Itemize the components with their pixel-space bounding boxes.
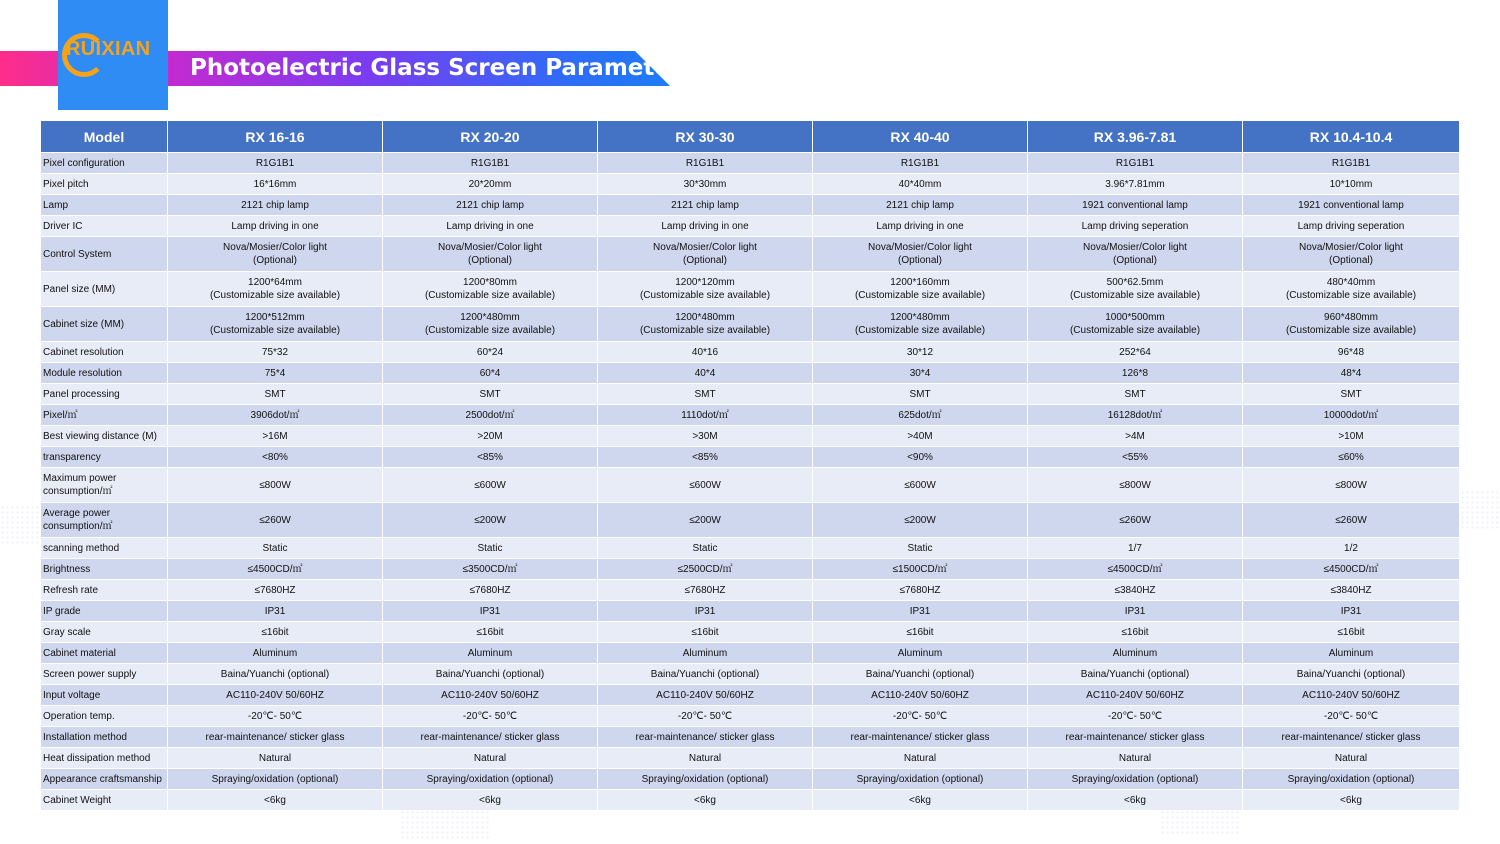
table-row — [41, 503, 1460, 538]
table-cell: ≤7680HZ — [383, 580, 598, 601]
cell-line: 480*40mm — [1326, 277, 1376, 288]
table-cell: ≤16bit — [598, 622, 813, 643]
table-cell: ≤260W — [168, 503, 383, 538]
cell-line: Average power — [43, 508, 111, 519]
table-row — [41, 174, 1460, 195]
table-cell: Natural — [1243, 748, 1460, 769]
table-cell: 48*4 — [1243, 363, 1460, 384]
table-cell: Baina/Yuanchi (optional) — [1243, 664, 1460, 685]
row-label — [41, 503, 168, 538]
table-cell: 75*32 — [168, 342, 383, 363]
cell-line: Nova/Mosier/Color light — [438, 242, 542, 253]
table-cell: ≤7680HZ — [598, 580, 813, 601]
table-cell: Natural — [168, 748, 383, 769]
table-cell — [383, 307, 598, 342]
table-row — [41, 237, 1460, 272]
row-label: Control System — [41, 237, 168, 272]
table-cell — [168, 237, 383, 272]
column-header-product: RX 30-30 — [598, 121, 813, 153]
table-cell: AC110-240V 50/60HZ — [168, 685, 383, 706]
cell-line: Nova/Mosier/Color light — [1299, 242, 1403, 253]
table-cell: <6kg — [168, 790, 383, 811]
table-cell: ≤260W — [1243, 503, 1460, 538]
table-cell — [168, 272, 383, 307]
cell-line: (Customizable size available) — [854, 325, 986, 336]
row-label: scanning method — [41, 538, 168, 559]
cell-line: (Customizable size available) — [424, 325, 556, 336]
row-label: Panel processing — [41, 384, 168, 405]
table-cell: -20℃- 50℃ — [1243, 706, 1460, 727]
cell-line: Nova/Mosier/Color light — [653, 242, 757, 253]
table-cell: <6kg — [598, 790, 813, 811]
table-cell: 10*10mm — [1243, 174, 1460, 195]
cell-line: consumption/㎡ — [43, 486, 113, 497]
table-cell — [1243, 307, 1460, 342]
table-cell: ≤16bit — [1028, 622, 1243, 643]
table-cell: rear-maintenance/ sticker glass — [1028, 727, 1243, 748]
table-cell: Baina/Yuanchi (optional) — [383, 664, 598, 685]
table-cell: SMT — [383, 384, 598, 405]
table-cell: 2121 chip lamp — [168, 195, 383, 216]
table-cell: 2121 chip lamp — [383, 195, 598, 216]
table-cell: ≤800W — [168, 468, 383, 503]
table-cell — [1028, 307, 1243, 342]
table-cell: >10M — [1243, 426, 1460, 447]
cell-line: (Optional) — [898, 255, 942, 266]
row-label: Driver IC — [41, 216, 168, 237]
table-cell: ≤200W — [598, 503, 813, 538]
table-cell: IP31 — [1028, 601, 1243, 622]
table-cell: AC110-240V 50/60HZ — [1243, 685, 1460, 706]
cell-line: 1000*500mm — [1105, 312, 1165, 323]
table-cell: 1110dot/㎡ — [598, 405, 813, 426]
table-cell: Baina/Yuanchi (optional) — [598, 664, 813, 685]
cell-line: Nova/Mosier/Color light — [1083, 242, 1187, 253]
table-cell: 10000dot/㎡ — [1243, 405, 1460, 426]
table-row — [41, 195, 1460, 216]
cell-line: 1200*480mm — [890, 312, 950, 323]
cell-line: (Optional) — [1329, 255, 1373, 266]
table-row — [41, 405, 1460, 426]
table-cell: 40*16 — [598, 342, 813, 363]
table-cell: rear-maintenance/ sticker glass — [168, 727, 383, 748]
table-cell: Baina/Yuanchi (optional) — [168, 664, 383, 685]
row-label: Brightness — [41, 559, 168, 580]
column-header-product: RX 10.4-10.4 — [1243, 121, 1460, 153]
row-label: Module resolution — [41, 363, 168, 384]
table-cell: <6kg — [813, 790, 1028, 811]
table-cell: ≤4500CD/㎡ — [168, 559, 383, 580]
table-cell: -20℃- 50℃ — [598, 706, 813, 727]
table-cell — [813, 272, 1028, 307]
table-cell: 2121 chip lamp — [813, 195, 1028, 216]
table-row — [41, 769, 1460, 790]
table-cell: Spraying/oxidation (optional) — [383, 769, 598, 790]
table-cell: Spraying/oxidation (optional) — [168, 769, 383, 790]
table-cell: Aluminum — [383, 643, 598, 664]
row-label: transparency — [41, 447, 168, 468]
table-row — [41, 342, 1460, 363]
row-label: Panel size (MM) — [41, 272, 168, 307]
cell-line: (Optional) — [683, 255, 727, 266]
table-row — [41, 426, 1460, 447]
cell-line: 1200*480mm — [460, 312, 520, 323]
table-cell: <85% — [598, 447, 813, 468]
row-label: Cabinet resolution — [41, 342, 168, 363]
table-cell: 16*16mm — [168, 174, 383, 195]
row-label: Screen power supply — [41, 664, 168, 685]
table-cell: Natural — [598, 748, 813, 769]
cell-line: Nova/Mosier/Color light — [868, 242, 972, 253]
table-cell: 252*64 — [1028, 342, 1243, 363]
table-cell: ≤3840HZ — [1028, 580, 1243, 601]
cell-line: 1200*80mm — [463, 277, 517, 288]
row-label: Gray scale — [41, 622, 168, 643]
cell-line: (Customizable size available) — [1285, 290, 1417, 301]
table-header-row — [41, 121, 1460, 153]
table-cell: >16M — [168, 426, 383, 447]
table-cell: ≤1500CD/㎡ — [813, 559, 1028, 580]
cell-line: (Customizable size available) — [639, 325, 771, 336]
table-cell: Spraying/oxidation (optional) — [1028, 769, 1243, 790]
table-cell: R1G1B1 — [383, 153, 598, 174]
table-cell: R1G1B1 — [168, 153, 383, 174]
table-cell: ≤600W — [383, 468, 598, 503]
row-label: Installation method — [41, 727, 168, 748]
table-cell — [1243, 237, 1460, 272]
table-cell: 625dot/㎡ — [813, 405, 1028, 426]
table-row — [41, 790, 1460, 811]
column-header-model: Model — [41, 121, 168, 153]
table-cell: ≤4500CD/㎡ — [1028, 559, 1243, 580]
cell-line: 1200*120mm — [675, 277, 735, 288]
table-cell: 1921 conventional lamp — [1028, 195, 1243, 216]
table-cell — [598, 307, 813, 342]
table-cell: <6kg — [383, 790, 598, 811]
table-cell: <55% — [1028, 447, 1243, 468]
table-cell: 3.96*7.81mm — [1028, 174, 1243, 195]
table-cell: -20℃- 50℃ — [1028, 706, 1243, 727]
table-cell: 1/2 — [1243, 538, 1460, 559]
page-title: Photoelectric Glass Screen Parameters — [190, 55, 696, 81]
table-row — [41, 307, 1460, 342]
table-cell: ≤16bit — [168, 622, 383, 643]
column-header-product: RX 3.96-7.81 — [1028, 121, 1243, 153]
table-row — [41, 748, 1460, 769]
table-cell: Lamp driving in one — [168, 216, 383, 237]
table-cell: <90% — [813, 447, 1028, 468]
table-cell: ≤600W — [813, 468, 1028, 503]
table-cell: 2500dot/㎡ — [383, 405, 598, 426]
table-cell: rear-maintenance/ sticker glass — [1243, 727, 1460, 748]
table-cell: Lamp driving seperation — [1028, 216, 1243, 237]
table-body — [41, 153, 1460, 811]
table-cell: AC110-240V 50/60HZ — [383, 685, 598, 706]
row-label: Cabinet material — [41, 643, 168, 664]
table-cell: 2121 chip lamp — [598, 195, 813, 216]
table-cell: 20*20mm — [383, 174, 598, 195]
cell-line: 1200*160mm — [890, 277, 950, 288]
table-row — [41, 216, 1460, 237]
table-cell: Static — [383, 538, 598, 559]
table-cell: ≤16bit — [813, 622, 1028, 643]
cell-line: (Customizable size available) — [209, 325, 341, 336]
cell-line: (Customizable size available) — [1069, 290, 1201, 301]
table-row — [41, 727, 1460, 748]
table-cell: ≤7680HZ — [168, 580, 383, 601]
cell-line: 500*62.5mm — [1106, 277, 1164, 288]
table-cell: Static — [813, 538, 1028, 559]
row-label: Pixel configuration — [41, 153, 168, 174]
column-header-product: RX 20-20 — [383, 121, 598, 153]
cell-line: (Customizable size available) — [854, 290, 986, 301]
table-cell: 30*12 — [813, 342, 1028, 363]
table-cell: 16128dot/㎡ — [1028, 405, 1243, 426]
table-cell: -20℃- 50℃ — [168, 706, 383, 727]
table-cell — [383, 237, 598, 272]
cell-line: (Customizable size available) — [209, 290, 341, 301]
table-cell: SMT — [168, 384, 383, 405]
column-header-product: RX 40-40 — [813, 121, 1028, 153]
table-row — [41, 664, 1460, 685]
cell-line: 1200*64mm — [248, 277, 302, 288]
row-label: Lamp — [41, 195, 168, 216]
table-cell: Baina/Yuanchi (optional) — [813, 664, 1028, 685]
table-cell: IP31 — [813, 601, 1028, 622]
cell-line: 1200*512mm — [245, 312, 305, 323]
cell-line: 1200*480mm — [675, 312, 735, 323]
table-cell: R1G1B1 — [1243, 153, 1460, 174]
table-cell: R1G1B1 — [1028, 153, 1243, 174]
table-row — [41, 643, 1460, 664]
table-row — [41, 447, 1460, 468]
table-cell: >20M — [383, 426, 598, 447]
table-cell: 60*24 — [383, 342, 598, 363]
row-label: Refresh rate — [41, 580, 168, 601]
table-cell: ≤16bit — [383, 622, 598, 643]
table-cell: Aluminum — [1243, 643, 1460, 664]
row-label: Cabinet size (MM) — [41, 307, 168, 342]
table-cell: Spraying/oxidation (optional) — [813, 769, 1028, 790]
table-cell: R1G1B1 — [598, 153, 813, 174]
table-row — [41, 580, 1460, 601]
table-cell: -20℃- 50℃ — [383, 706, 598, 727]
table-cell — [1028, 272, 1243, 307]
table-row — [41, 272, 1460, 307]
table-cell: ≤600W — [598, 468, 813, 503]
table-cell: >40M — [813, 426, 1028, 447]
table-cell: R1G1B1 — [813, 153, 1028, 174]
table-cell: Aluminum — [813, 643, 1028, 664]
table-cell — [383, 272, 598, 307]
table-cell — [168, 307, 383, 342]
table-cell: Aluminum — [1028, 643, 1243, 664]
table-cell: ≤260W — [1028, 503, 1243, 538]
row-label: Pixel/㎡ — [41, 405, 168, 426]
table-cell: 3906dot/㎡ — [168, 405, 383, 426]
table-row — [41, 685, 1460, 706]
table-cell: ≤7680HZ — [813, 580, 1028, 601]
cell-line: (Optional) — [253, 255, 297, 266]
table-cell: rear-maintenance/ sticker glass — [383, 727, 598, 748]
table-row — [41, 468, 1460, 503]
table-cell: Natural — [1028, 748, 1243, 769]
table-cell — [598, 237, 813, 272]
table-row — [41, 622, 1460, 643]
table-cell: 96*48 — [1243, 342, 1460, 363]
table-cell: Static — [168, 538, 383, 559]
cell-line: 960*480mm — [1324, 312, 1378, 323]
table-cell: ≤800W — [1243, 468, 1460, 503]
cell-line: (Customizable size available) — [1285, 325, 1417, 336]
table-cell: Baina/Yuanchi (optional) — [1028, 664, 1243, 685]
row-label: Pixel pitch — [41, 174, 168, 195]
logo-text: RUIXIAN — [66, 38, 151, 60]
table-cell: 1/7 — [1028, 538, 1243, 559]
cell-line: (Customizable size available) — [1069, 325, 1201, 336]
row-label: Operation temp. — [41, 706, 168, 727]
table-cell: <80% — [168, 447, 383, 468]
table-cell: 30*4 — [813, 363, 1028, 384]
table-cell: Aluminum — [168, 643, 383, 664]
table-cell: >4M — [1028, 426, 1243, 447]
table-cell: IP31 — [168, 601, 383, 622]
table-cell: Natural — [383, 748, 598, 769]
table-cell: 40*40mm — [813, 174, 1028, 195]
brand-logo — [58, 0, 168, 110]
row-label: Heat dissipation method — [41, 748, 168, 769]
table-cell: <85% — [383, 447, 598, 468]
table-cell: ≤2500CD/㎡ — [598, 559, 813, 580]
table-cell — [1243, 272, 1460, 307]
row-label: Appearance craftsmanship — [41, 769, 168, 790]
table-cell: ≤3840HZ — [1243, 580, 1460, 601]
cell-line: Maximum power — [43, 473, 117, 484]
table-cell: Static — [598, 538, 813, 559]
table-cell: Lamp driving in one — [813, 216, 1028, 237]
table-cell: AC110-240V 50/60HZ — [813, 685, 1028, 706]
table-cell: 75*4 — [168, 363, 383, 384]
table-row — [41, 706, 1460, 727]
cell-line: (Customizable size available) — [639, 290, 771, 301]
cell-line: consumption/㎡ — [43, 521, 113, 532]
table-cell: 1921 conventional lamp — [1243, 195, 1460, 216]
table-cell: IP31 — [383, 601, 598, 622]
table-cell: SMT — [813, 384, 1028, 405]
table-cell: <6kg — [1028, 790, 1243, 811]
table-cell: Lamp driving seperation — [1243, 216, 1460, 237]
table-cell: 40*4 — [598, 363, 813, 384]
table-cell: ≤60% — [1243, 447, 1460, 468]
table-cell: AC110-240V 50/60HZ — [598, 685, 813, 706]
cell-line: Nova/Mosier/Color light — [223, 242, 327, 253]
table-row — [41, 384, 1460, 405]
table-cell: -20℃- 50℃ — [813, 706, 1028, 727]
table-cell: 30*30mm — [598, 174, 813, 195]
table-cell: ≤3500CD/㎡ — [383, 559, 598, 580]
table-cell: ≤200W — [813, 503, 1028, 538]
table-cell: Spraying/oxidation (optional) — [598, 769, 813, 790]
table-cell: SMT — [1243, 384, 1460, 405]
table-cell: ≤4500CD/㎡ — [1243, 559, 1460, 580]
row-label: Input voltage — [41, 685, 168, 706]
table-row — [41, 538, 1460, 559]
table-cell: SMT — [1028, 384, 1243, 405]
table-cell: ≤16bit — [1243, 622, 1460, 643]
table-cell: ≤800W — [1028, 468, 1243, 503]
table-cell — [1028, 237, 1243, 272]
table-row — [41, 153, 1460, 174]
column-header-product: RX 16-16 — [168, 121, 383, 153]
table-row — [41, 363, 1460, 384]
row-label: IP grade — [41, 601, 168, 622]
table-cell: 60*4 — [383, 363, 598, 384]
table-cell: SMT — [598, 384, 813, 405]
table-cell: Lamp driving in one — [598, 216, 813, 237]
row-label: Best viewing distance (M) — [41, 426, 168, 447]
cell-line: (Optional) — [468, 255, 512, 266]
table-cell — [813, 237, 1028, 272]
cell-line: (Customizable size available) — [424, 290, 556, 301]
row-label: Cabinet Weight — [41, 790, 168, 811]
table-cell: 126*8 — [1028, 363, 1243, 384]
table-cell — [813, 307, 1028, 342]
table-row — [41, 601, 1460, 622]
cell-line: (Optional) — [1113, 255, 1157, 266]
table-cell: rear-maintenance/ sticker glass — [813, 727, 1028, 748]
table-cell: Spraying/oxidation (optional) — [1243, 769, 1460, 790]
table-row — [41, 559, 1460, 580]
table-cell: Aluminum — [598, 643, 813, 664]
table-cell — [598, 272, 813, 307]
table-cell: Lamp driving in one — [383, 216, 598, 237]
row-label — [41, 468, 168, 503]
table-cell: Natural — [813, 748, 1028, 769]
table-cell: IP31 — [1243, 601, 1460, 622]
parameters-table — [40, 120, 1460, 811]
table-cell: ≤200W — [383, 503, 598, 538]
table-cell: >30M — [598, 426, 813, 447]
table-cell: IP31 — [598, 601, 813, 622]
table-cell: AC110-240V 50/60HZ — [1028, 685, 1243, 706]
table-cell: rear-maintenance/ sticker glass — [598, 727, 813, 748]
table-cell: <6kg — [1243, 790, 1460, 811]
